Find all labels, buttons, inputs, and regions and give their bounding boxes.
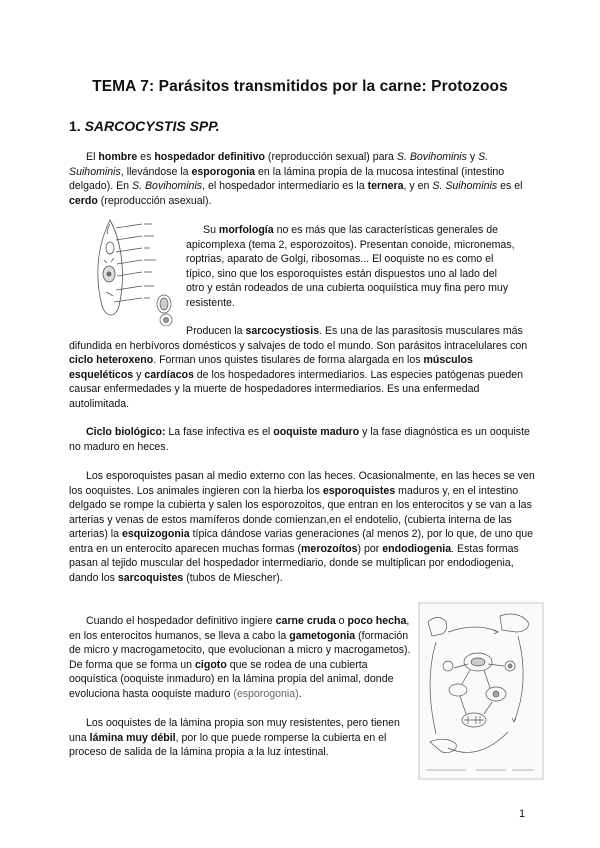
paragraph-esporoquistes: Los esporoquistes pasan al medio externo con las heces. Ocasionalmente, en las heces se ven los ooquistes. Los animales ingieren con la hierba los esporoquistes maduros y, en el intestino delgado se rompe la cubierta y salen los esporozoitos, que entran en los enterocitos y se van a las arterias y venas de estos mamíferos donde comienzan,en el endotelio, (cubierta interna de las arterias) la esquizogonia típica dándose varias generaciones (al menos 2), por lo que, de uno que entra en un enterocito aparecen muchas formas (merozoítos) por endodiogenia. Estas formas pasan al tejido muscular del hospedador intermediario, donde se multiplican por endodiogenia, dando los sarcoquistes (tubos de Miescher).	[69, 470, 535, 584]
paragraph-morphology: Su morfología no es más que las características generales de apicomplexa (tema 2, esporozoitos). Presentan conoide, micronemas, roptrias, aparato de Golgi, ribosomas... El ooquiste no es como el típico, sino que los esporoquistes están dispuestos uno al lado del otro y están rodeados de una cubierta ooquiística muy fina pero muy resistente.	[186, 224, 515, 309]
esporozoito-drawing	[98, 220, 156, 315]
paragraph-hosts: El hombre es hospedador definitivo (reproducción sexual) para S. Bovihominis y S. Suihominis, llevándose la esporogonia en la lámina propia de la mucosa intestinal (intestino delgado). En S. Bovihominis, el hospedador intermediario es la ternera, y en S. Suihominis es el cerdo (reproducción asexual).	[69, 151, 523, 207]
ooquiste-drawing	[157, 295, 172, 326]
page-number: 1	[519, 808, 525, 820]
paragraph-life-cycle: Ciclo biológico: La fase infectiva es el ooquiste maduro y la fase diagnóstica es un ooquiste no maduro en heces.	[69, 426, 530, 453]
paragraph-gametogonia: Cuando el hospedador definitivo ingiere carne cruda o poco hecha, en los enterocitos humanos, se lleva a cabo la gametogonia (formación de micro y macrogametocito, que evolucionan a micro y macrogametos). De forma que se forma un cigoto que se rodea de una cubierta ooquística (ooquiste inmaduro) en la lámina propia del animal, donde evoluciona hasta ooquiste maduro (esporogonia).	[69, 615, 411, 700]
life-cycle-figure	[418, 602, 544, 780]
section-heading	[69, 118, 220, 134]
morphology-figure	[86, 214, 181, 326]
page-title: TEMA 7: Parásitos transmitidos por la carne: Protozoos	[92, 78, 508, 95]
section-name: SARCOCYSTIS SPP.	[84, 118, 220, 134]
paragraph-laminas: Los ooquistes de la lámina propia son muy resistentes, pero tienen una lámina muy débil, por lo que puede romperse la cubierta en el proceso de salida de la lámina propia a la luz intestinal.	[69, 717, 400, 758]
section-number: 1.	[69, 118, 81, 134]
paragraph-sarcocystiosis: Producen la sarcocystiosis. Es una de las parasitosis musculares más difundida en herbívoros domésticos y salvajes de todo el mundo. Son parásitos intracelulares con ciclo heteroxeno. Forman unos quistes tisulares de forma alargada en los músculos esqueléticos y cardíacos de los hospedadores intermediarios. Las especies patógenas pueden causar enfermedades y la muerte de hospedadores intermediarios. Es una enfermedad autolimitada.	[69, 325, 528, 410]
